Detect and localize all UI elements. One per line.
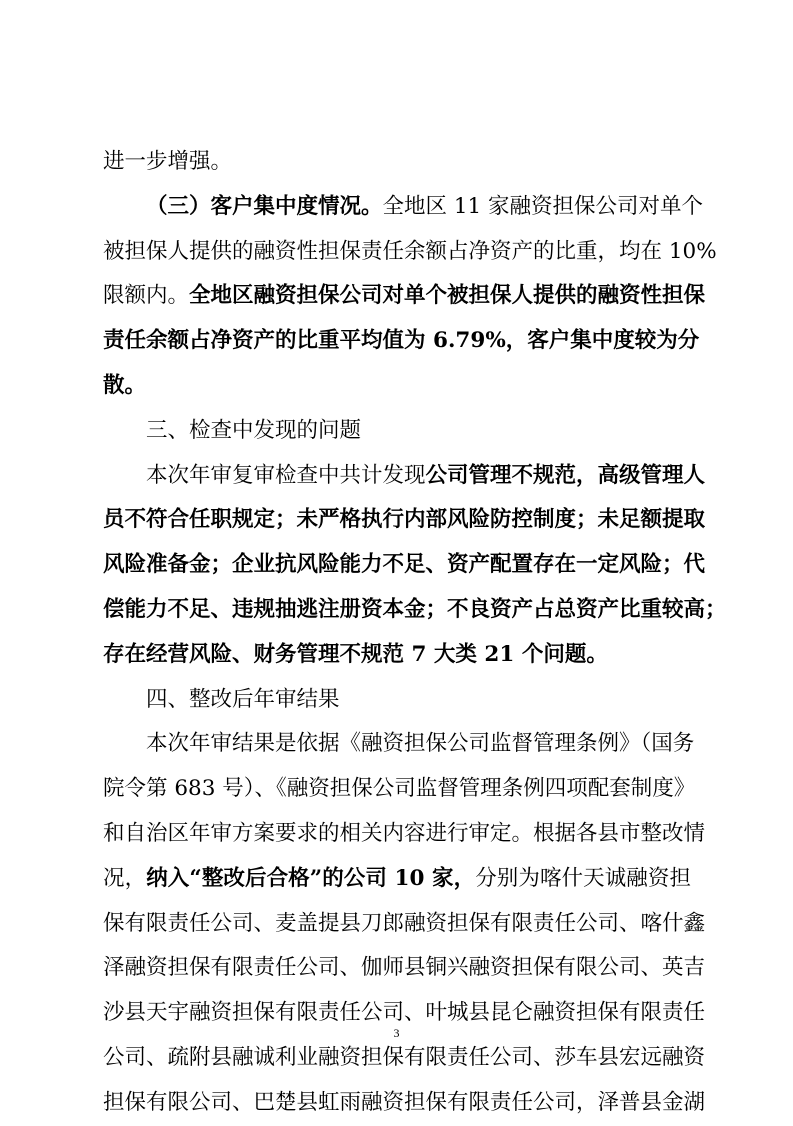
text-line xyxy=(103,274,706,319)
text-line xyxy=(103,140,691,185)
text-line xyxy=(103,230,717,275)
section-heading: 四、整改后年审结果 xyxy=(146,686,340,712)
body-text: 担保有限公司、巴楚县虹雨融资担保有限责任公司，泽普县金湖 xyxy=(103,1089,706,1115)
text-line xyxy=(103,454,706,499)
bold-text: 风险准备金；企业抗风险能力不足、资产配置存在一定风险；代 xyxy=(103,552,706,578)
body-text: 本次年审复审检查中共计发现 xyxy=(146,462,426,488)
body-text: 分别为喀什天诚融资担 xyxy=(475,865,691,891)
bold-text: 偿能力不足、违规抽逃注册资本金；不良资产占总资产比重较高； xyxy=(103,596,727,622)
text-line xyxy=(103,722,695,767)
text-line xyxy=(103,588,727,633)
body-text: 本次年审结果是依据《融资担保公司监督管理条例》（国务 xyxy=(146,731,695,757)
text-line xyxy=(103,543,706,588)
text-line xyxy=(103,319,700,364)
text-line xyxy=(103,767,696,812)
bold-text: 员不符合任职规定；未严格执行内部风险防控制度；未足额提取 xyxy=(103,507,706,533)
text-line xyxy=(103,857,691,902)
bold-text: 全地区融资担保公司对单个被担保人提供的融资性担保 xyxy=(189,283,706,309)
text-line xyxy=(103,1036,706,1081)
text-line xyxy=(103,185,704,230)
bold-text: 公司管理不规范，高级管理人 xyxy=(425,462,706,488)
text-line xyxy=(103,498,706,543)
text-line xyxy=(103,812,706,857)
body-text: 被担保人提供的融资性担保责任余额占净资产的比重，均在 10% xyxy=(103,238,717,264)
text-line xyxy=(103,678,691,723)
page-number: 3 xyxy=(393,1026,400,1040)
document-body xyxy=(103,140,727,1126)
body-text: 和自治区年审方案要求的相关内容进行审定。根据各县市整改情 xyxy=(103,820,706,846)
text-line xyxy=(103,364,691,409)
body-text: 全地区 11 家融资担保公司对单个 xyxy=(382,193,704,219)
text-line xyxy=(103,1081,706,1126)
body-text: 保有限责任公司、麦盖提县刀郎融资担保有限责任公司、喀什鑫 xyxy=(103,910,706,936)
bold-text: 散。 xyxy=(103,372,147,398)
text-line xyxy=(103,633,691,678)
body-text: 进一步增强。 xyxy=(103,149,233,174)
body-text: 限额内。 xyxy=(103,283,190,309)
body-text: 公司、疏附县融诚利业融资担保有限责任公司、莎车县宏远融资 xyxy=(103,1044,706,1070)
bold-text: 责任余额占净资产的比重平均值为 6.79%，客户集中度较为分 xyxy=(103,328,700,354)
bold-text: （三）客户集中度情况。 xyxy=(146,193,383,219)
section-heading: 三、检查中发现的问题 xyxy=(146,417,362,443)
text-line xyxy=(103,902,706,947)
text-line xyxy=(103,946,706,991)
body-text: 院令第 683 号）、《融资担保公司监督管理条例四项配套制度》 xyxy=(103,776,696,802)
text-line xyxy=(103,409,691,454)
body-text: 沙县天宇融资担保有限责任公司、叶城县昆仑融资担保有限责任 xyxy=(103,1000,706,1026)
bold-text: 存在经营风险、财务管理不规范 7 大类 21 个问题。 xyxy=(103,641,608,667)
body-text: 泽融资担保有限责任公司、伽师县铜兴融资担保有限公司、英吉 xyxy=(103,955,706,981)
body-text: 况， xyxy=(103,865,147,891)
bold-text: 纳入“整改后合格”的公司 10 家， xyxy=(146,865,476,891)
